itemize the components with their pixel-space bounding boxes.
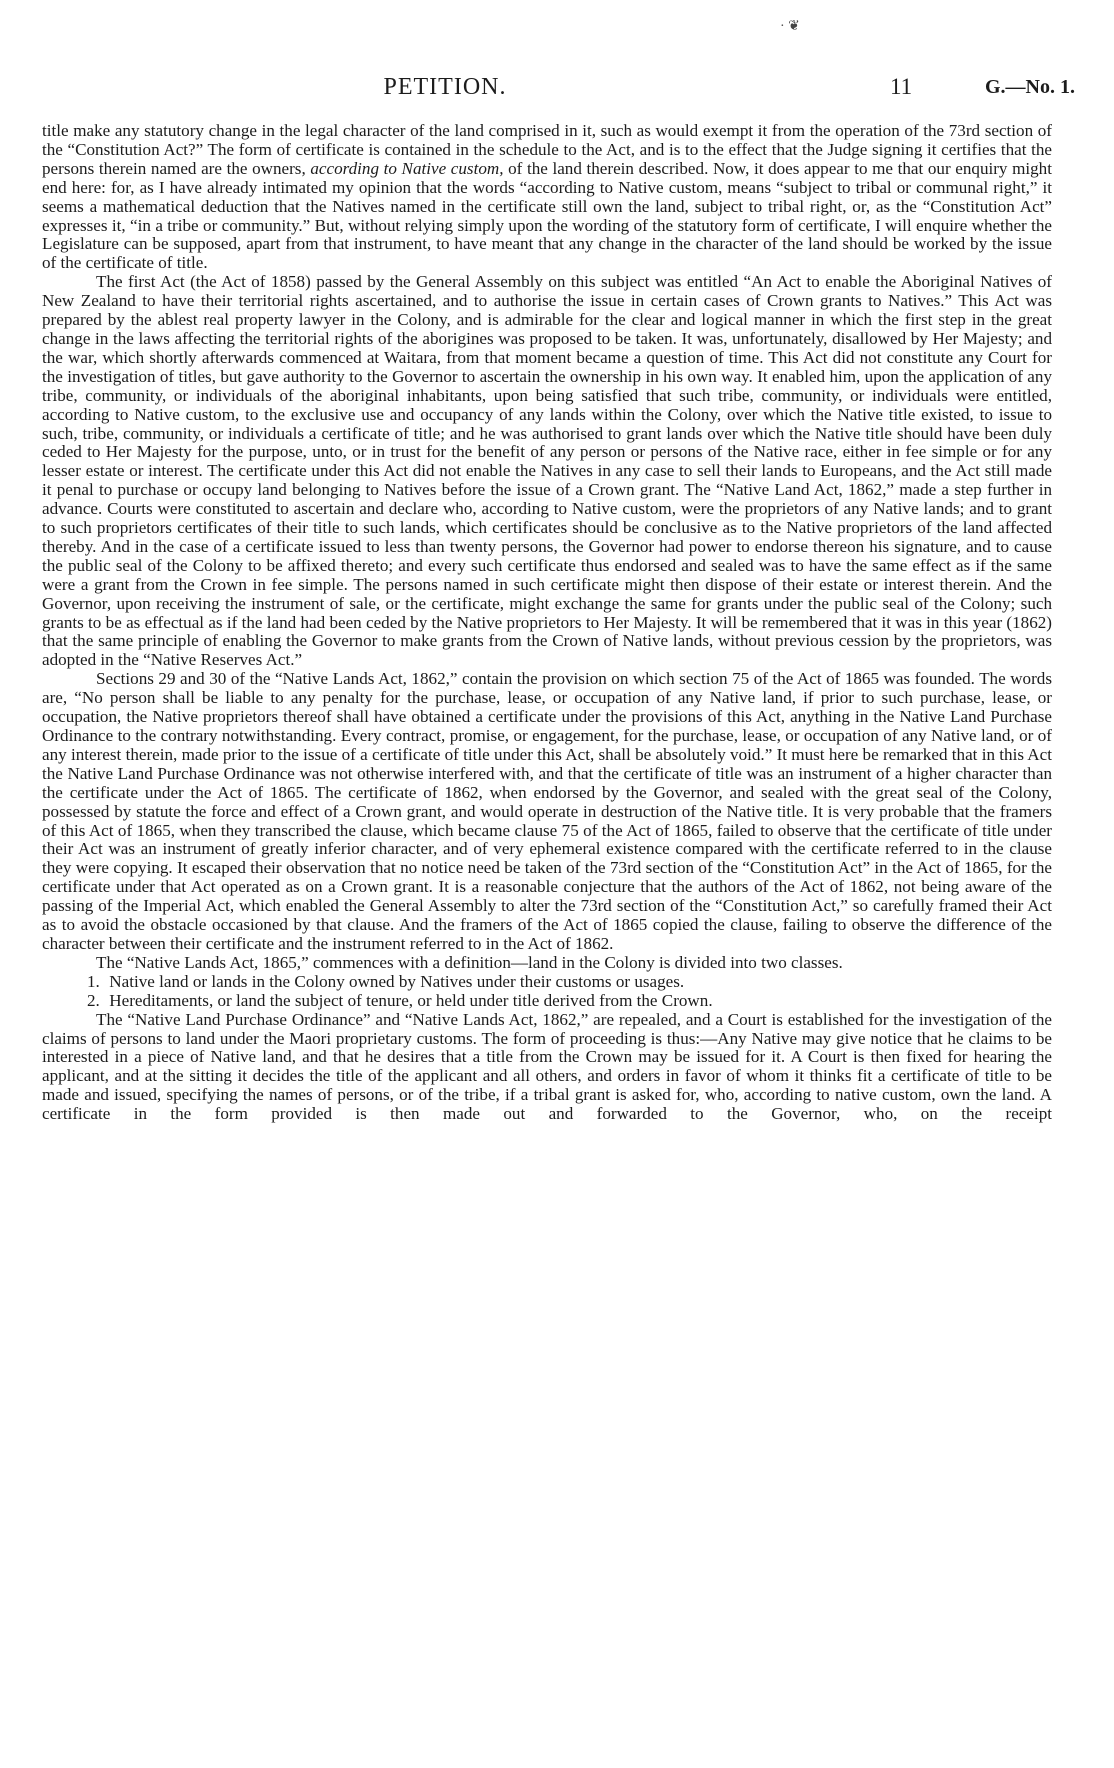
paragraph: The first Act (the Act of 1858) passed by the General Assembly on this subject was entitled “An Act to enable the Aboriginal Natives of New Zealand to have their territorial rights ascertained, and to authorise the issue in certain cases of Crown grants to Natives.” This Act was prepared by the ablest real property lawyer in the Colony, and is admirable for the clear and logical manner in which the first step in the great change in the laws affecting the territorial rights of the aborigines was proposed to be taken. It was, unfortunately, disallowed by Her Majesty; and the war, which shortly afterwards commenced at Waitara, from that moment became a question of time. This Act did not constitute any Court for the investigation of titles, but gave authority to the Governor to ascertain the ownership in his own way. It enabled him, upon the application of any tribe, community, or individuals of the aboriginal inhabitants, upon being satisfied that such tribe, community, or individuals were entitled, according to Native custom, to the exclusive use and occupancy of any lands within the Colony, over which the Native title existed, to issue to such, tribe, community, or individuals a certificate of title; and he was authorised to grant lands over which the Native title should have been duly ceded to Her Majesty for the purpose, unto, or in trust for the benefit of any person or persons of the Native race, either in fee simple or for any lesser estate or interest. The certificate under this Act did not enable the Natives in any case to sell their lands to Europeans, and the Act still made it penal to purchase or occupy land belonging to Natives before the issue of a Crown grant. The “Native Land Act, 1862,” made a step further in advance. Courts were constituted to ascertain and declare who, according to Native custom, were the proprietors of any Native lands; and to grant to such proprietors certificates of their title to such lands, which certificates should be conclusive as to the Native proprietors of the land affected thereby. And in the case of a certificate issued to less than twenty persons, the Governor had power to endorse thereon his signature, and to cause the public seal of the Colony to be affixed thereto; and every such certificate thus endorsed and sealed was to have the same effect as if the same were a grant from the Crown in fee simple. The persons named in such certificate might then dispose of their estate or interest therein. And the Governor, upon receiving the instrument of sale, or the certificate, might exchange the same for grants under the public seal of the Colony; such grants to be as effectual as if the land had been ceded by the Native proprietors to Her Majesty. It will be remembered that it was in this year (1862) that the same principle of enabling the Governor to make grants from the Crown of Native lands, without previous cession by the proprietors, was adopted in the “Native Reserves Act.” — [42, 272, 1052, 670]
emphasis-text: according to Native custom, — [310, 158, 504, 178]
paragraph-text: of the land therein described. Now, it does appear to me that our enquiry might end here: for, as I have already intimated my opinion that the words “according to Native custom, means “subject to tribal or communal right,” it seems a mathematical deduction that the Natives named in the certificate still own the land, subject to tribal right, or, as the “Constitution Act” expresses it, “in a tribe or community.” But, without relying simply upon the wording of the statutory form of certificate, I will enquire whether the Legislature can be supposed, apart from that instrument, to have meant that any change in the character of the land should be worked by the issue of the certificate of title. — [42, 158, 1052, 273]
paragraph-text: title make any statutory change in the legal character of the land comprised in it, such as would exempt it from the operation of the 73rd section of the “Constitution Act?” The form of certificate is contained in the schedule to the Act, and is to the effect that the Judge signing it certifies that the persons therein named are the owners, — [42, 121, 1052, 178]
list-item-text: Native land or lands in the Colony owned by Natives under their customs or usages. — [109, 971, 685, 991]
paragraph: The “Native Lands Act, 1865,” commences with a definition—land in the Colony is divided into two classes. — [96, 952, 843, 972]
list-item — [42, 992, 1052, 1011]
paragraph-continuation — [42, 122, 1052, 273]
page-title: PETITION. — [383, 74, 507, 100]
running-header — [0, 74, 1114, 104]
document-reference: G.—No. 1. — [985, 76, 1075, 98]
list-item-number: 2. — [87, 990, 100, 1010]
list-item-text: Hereditaments, or land the subject of tenure, or held under title derived from the Crown. — [109, 990, 713, 1010]
paragraph: The “Native Land Purchase Ordinance” and “Native Lands Act, 1862,” are repealed, and a Court is established for the investigation of the claims of persons to land under the Maori proprietary customs. The form of proceeding is thus:—Any Native may give notice that he claims to be interested in a piece of Native land, and that he desires that a title from the Crown may be issued for it. A Court is then fixed for hearing the applicant, and at the sitting it decides the title of the applicant and all others, and orders in favor of whom it thinks fit a certificate of title to be made and issued, specifying the names of persons, or of the tribe, if a tribal grant is asked for, who, according to native custom, own the land. A certificate in the form provided is then made out and forwarded to the Governor, who, on the receipt — [42, 1009, 1052, 1124]
body-text — [42, 122, 1052, 1124]
list-item-number: 1. — [87, 971, 100, 991]
list-item — [42, 973, 1052, 992]
page-number: 11 — [890, 74, 913, 99]
paragraph: Sections 29 and 30 of the “Native Lands Act, 1862,” contain the provision on which section 75 of the Act of 1865 was founded. The words are, “No person shall be liable to any penalty for the purchase, lease, or occupation of any Native land, if prior to such purchase, lease, or occupation, the Native proprietors thereof shall have obtained a certificate under the provisions of this Act, anything in the Native Land Purchase Ordinance to the contrary notwithstanding. Every contract, promise, or engagement, for the purchase, lease, or occupation of any Native land, or of any interest therein, made prior to the issue of a certificate of title under this Act, shall be absolutely void.” It must here be remarked that in this Act the Native Land Purchase Ordinance was not otherwise interfered with, and that the certificate of title was an instrument of a higher character than the certificate under the Act of 1865. The certificate of 1862, when endorsed by the Governor, and sealed with the great seal of the Colony, possessed by statute the force and effect of a Crown grant, and would operate in destruction of the Native title. It is very probable that the framers of this Act of 1865, when they transcribed the clause, which became clause 75 of the Act of 1865, failed to observe that the certificate of title under their Act was an instrument of greatly inferior character, and of very ephemeral existence compared with the certificate referred to in the clause they were copying. It escaped their observation that no notice need be taken of the 73rd section of the “Constitution Act” in the Act of 1865, for the certificate under that Act operated as on a Crown grant. It is a reasonable conjecture that the authors of the Act of 1862, not being aware of the passing of the Imperial Act, which enabled the General Assembly to alter the 73rd section of the “Constitution Act,” so carefully framed their Act as to avoid the obstacle occasioned by that clause. And the framers of the Act of 1865 copied the clause, failing to observe the difference of the character between their certificate and the instrument referred to in the Act of 1862. — [42, 669, 1052, 953]
print-specks: · ❦ — [780, 19, 800, 34]
